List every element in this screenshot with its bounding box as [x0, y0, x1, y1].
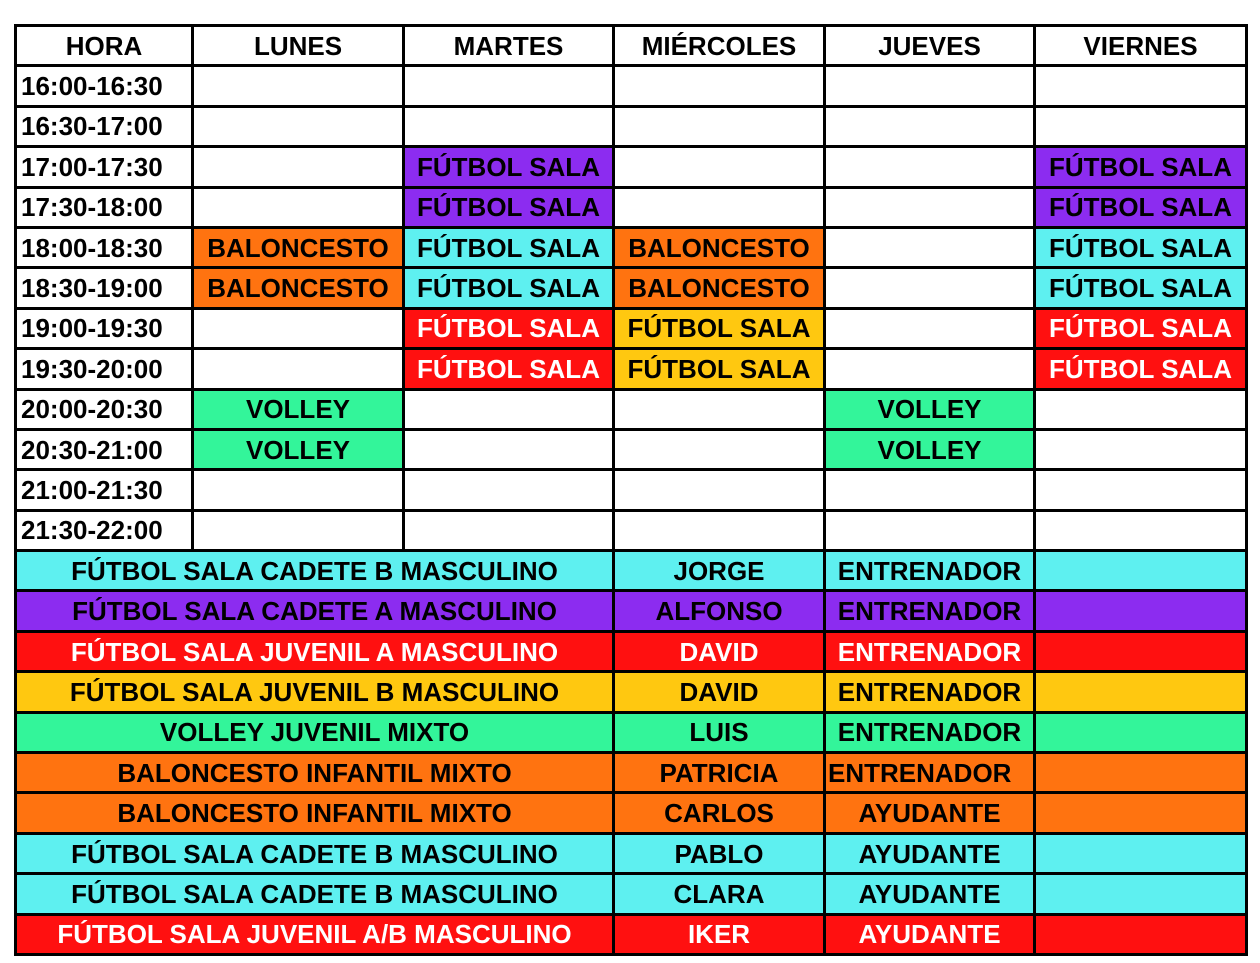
staff-role-cell: AYUDANTE: [825, 833, 1035, 873]
time-slot-cell: 18:30-19:00: [16, 268, 193, 308]
header-cell-hora: HORA: [16, 26, 193, 66]
activity-cell: [825, 227, 1035, 267]
staff-team-cell: VOLLEY JUVENIL MIXTO: [16, 712, 614, 752]
activity-cell: [193, 308, 404, 348]
activity-cell: [614, 389, 825, 429]
time-slot-cell: 21:30-22:00: [16, 510, 193, 550]
activity-cell: [193, 187, 404, 227]
activity-cell: VOLLEY: [193, 389, 404, 429]
schedule-row: [16, 308, 1247, 348]
staff-team-cell: FÚTBOL SALA CADETE B MASCULINO: [16, 833, 614, 873]
staff-row: [16, 914, 1247, 954]
time-slot-cell: 16:00-16:30: [16, 66, 193, 106]
staff-color-swatch: [1035, 712, 1247, 752]
activity-cell: [1035, 66, 1247, 106]
activity-cell: [614, 187, 825, 227]
time-slot-cell: 20:30-21:00: [16, 429, 193, 469]
schedule-body: [16, 26, 1247, 955]
activity-cell: FÚTBOL SALA: [404, 268, 614, 308]
staff-color-swatch: [1035, 753, 1247, 793]
activity-cell: [1035, 106, 1247, 146]
time-slot-cell: 19:00-19:30: [16, 308, 193, 348]
schedule-row: [16, 66, 1247, 106]
activity-cell: FÚTBOL SALA: [404, 349, 614, 389]
schedule-row: [16, 470, 1247, 510]
header-cell-jueves: JUEVES: [825, 26, 1035, 66]
staff-team-cell: BALONCESTO INFANTIL MIXTO: [16, 753, 614, 793]
staff-name-cell: PATRICIA: [614, 753, 825, 793]
activity-cell: [825, 147, 1035, 187]
activity-cell: [1035, 470, 1247, 510]
staff-team-cell: FÚTBOL SALA CADETE B MASCULINO: [16, 874, 614, 914]
staff-name-cell: CARLOS: [614, 793, 825, 833]
activity-cell: [193, 349, 404, 389]
activity-cell: [825, 470, 1035, 510]
header-cell-martes: MARTES: [404, 26, 614, 66]
schedule-row: [16, 268, 1247, 308]
time-slot-cell: 20:00-20:30: [16, 389, 193, 429]
activity-cell: BALONCESTO: [614, 268, 825, 308]
activity-cell: [614, 429, 825, 469]
staff-color-swatch: [1035, 551, 1247, 591]
staff-color-swatch: [1035, 914, 1247, 954]
activity-cell: [404, 106, 614, 146]
activity-cell: [193, 147, 404, 187]
activity-cell: FÚTBOL SALA: [1035, 349, 1247, 389]
staff-name-cell: DAVID: [614, 631, 825, 671]
header-cell-miércoles: MIÉRCOLES: [614, 26, 825, 66]
time-slot-cell: 19:30-20:00: [16, 349, 193, 389]
staff-name-cell: PABLO: [614, 833, 825, 873]
activity-cell: [1035, 429, 1247, 469]
activity-cell: [1035, 389, 1247, 429]
schedule-row: [16, 429, 1247, 469]
staff-team-cell: BALONCESTO INFANTIL MIXTO: [16, 793, 614, 833]
staff-color-swatch: [1035, 874, 1247, 914]
staff-row: [16, 712, 1247, 752]
activity-cell: FÚTBOL SALA: [1035, 268, 1247, 308]
staff-team-cell: FÚTBOL SALA CADETE A MASCULINO: [16, 591, 614, 631]
activity-cell: FÚTBOL SALA: [404, 187, 614, 227]
activity-cell: [404, 389, 614, 429]
staff-row: [16, 793, 1247, 833]
activity-cell: [825, 349, 1035, 389]
activity-cell: [614, 147, 825, 187]
header-row: [16, 26, 1247, 66]
staff-row: [16, 672, 1247, 712]
time-slot-cell: 18:00-18:30: [16, 227, 193, 267]
staff-name-cell: IKER: [614, 914, 825, 954]
time-slot-cell: 17:30-18:00: [16, 187, 193, 227]
activity-cell: FÚTBOL SALA: [404, 147, 614, 187]
staff-team-cell: FÚTBOL SALA CADETE B MASCULINO: [16, 551, 614, 591]
staff-name-cell: DAVID: [614, 672, 825, 712]
activity-cell: [193, 66, 404, 106]
activity-cell: [404, 470, 614, 510]
staff-role-cell: ENTRENADOR: [825, 591, 1035, 631]
time-slot-cell: 16:30-17:00: [16, 106, 193, 146]
staff-team-cell: FÚTBOL SALA JUVENIL A MASCULINO: [16, 631, 614, 671]
staff-role-cell: AYUDANTE: [825, 874, 1035, 914]
activity-cell: [825, 187, 1035, 227]
activity-cell: FÚTBOL SALA: [614, 349, 825, 389]
staff-row: [16, 753, 1247, 793]
schedule-row: [16, 349, 1247, 389]
activity-cell: [825, 268, 1035, 308]
staff-row: [16, 551, 1247, 591]
schedule-row: [16, 106, 1247, 146]
activity-cell: [404, 429, 614, 469]
activity-cell: [825, 510, 1035, 550]
activity-cell: FÚTBOL SALA: [1035, 147, 1247, 187]
activity-cell: BALONCESTO: [614, 227, 825, 267]
activity-cell: BALONCESTO: [193, 227, 404, 267]
staff-role-cell: ENTRENADOR: [825, 753, 1035, 793]
activity-cell: [1035, 510, 1247, 550]
activity-cell: FÚTBOL SALA: [1035, 227, 1247, 267]
activity-cell: [825, 308, 1035, 348]
staff-row: [16, 631, 1247, 671]
staff-color-swatch: [1035, 631, 1247, 671]
staff-role-cell: ENTRENADOR: [825, 551, 1035, 591]
staff-name-cell: LUIS: [614, 712, 825, 752]
staff-color-swatch: [1035, 833, 1247, 873]
activity-cell: FÚTBOL SALA: [1035, 187, 1247, 227]
time-slot-cell: 17:00-17:30: [16, 147, 193, 187]
staff-role-cell: ENTRENADOR: [825, 712, 1035, 752]
time-slot-cell: 21:00-21:30: [16, 470, 193, 510]
staff-team-cell: FÚTBOL SALA JUVENIL B MASCULINO: [16, 672, 614, 712]
activity-cell: [614, 510, 825, 550]
schedule-table: [14, 24, 1248, 956]
activity-cell: FÚTBOL SALA: [614, 308, 825, 348]
staff-name-cell: ALFONSO: [614, 591, 825, 631]
staff-role-cell: AYUDANTE: [825, 914, 1035, 954]
activity-cell: [193, 510, 404, 550]
schedule-row: [16, 187, 1247, 227]
activity-cell: [404, 66, 614, 106]
activity-cell: FÚTBOL SALA: [1035, 308, 1247, 348]
schedule-row: [16, 389, 1247, 429]
staff-name-cell: JORGE: [614, 551, 825, 591]
activity-cell: [614, 470, 825, 510]
staff-row: [16, 833, 1247, 873]
activity-cell: FÚTBOL SALA: [404, 227, 614, 267]
activity-cell: BALONCESTO: [193, 268, 404, 308]
staff-row: [16, 591, 1247, 631]
activity-cell: VOLLEY: [825, 429, 1035, 469]
schedule-row: [16, 227, 1247, 267]
schedule-sheet: [14, 24, 1245, 952]
activity-cell: [825, 106, 1035, 146]
schedule-row: [16, 510, 1247, 550]
header-cell-viernes: VIERNES: [1035, 26, 1247, 66]
staff-team-cell: FÚTBOL SALA JUVENIL A/B MASCULINO: [16, 914, 614, 954]
activity-cell: FÚTBOL SALA: [404, 308, 614, 348]
activity-cell: [404, 510, 614, 550]
header-cell-lunes: LUNES: [193, 26, 404, 66]
staff-role-cell: ENTRENADOR: [825, 631, 1035, 671]
activity-cell: [825, 66, 1035, 106]
activity-cell: [614, 66, 825, 106]
schedule-row: [16, 147, 1247, 187]
staff-color-swatch: [1035, 591, 1247, 631]
activity-cell: [193, 106, 404, 146]
staff-color-swatch: [1035, 672, 1247, 712]
activity-cell: VOLLEY: [193, 429, 404, 469]
activity-cell: VOLLEY: [825, 389, 1035, 429]
staff-name-cell: CLARA: [614, 874, 825, 914]
staff-role-cell: AYUDANTE: [825, 793, 1035, 833]
activity-cell: [614, 106, 825, 146]
staff-role-cell: ENTRENADOR: [825, 672, 1035, 712]
staff-row: [16, 874, 1247, 914]
activity-cell: [193, 470, 404, 510]
staff-color-swatch: [1035, 793, 1247, 833]
